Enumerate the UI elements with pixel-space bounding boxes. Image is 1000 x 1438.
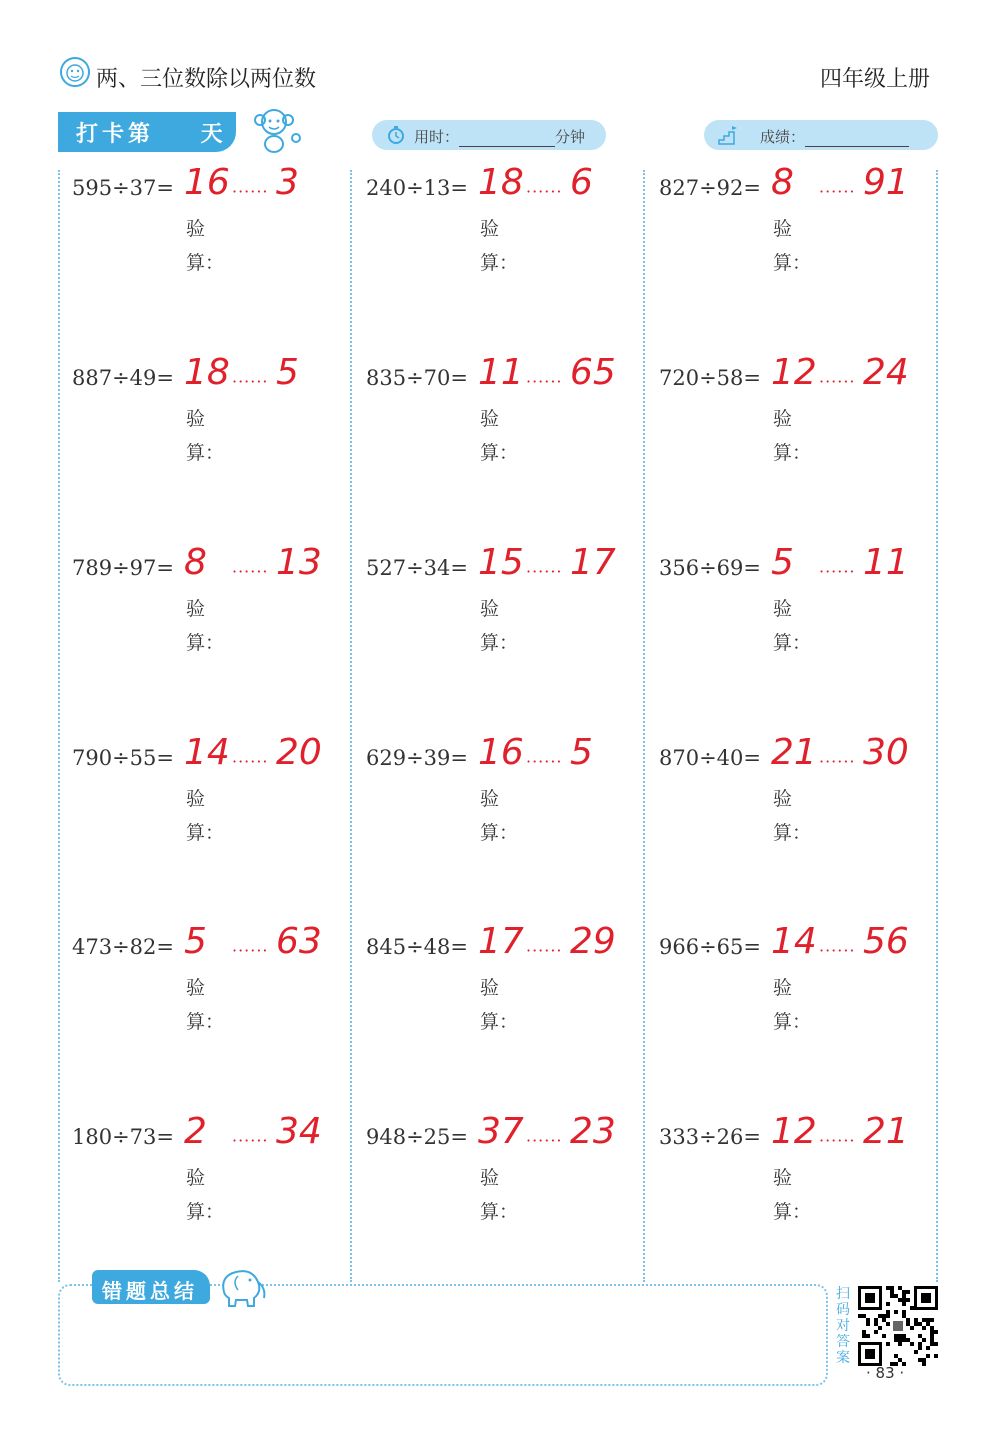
check-label-top: 验 (186, 598, 206, 620)
problem-item (72, 1111, 352, 1245)
equation: 720÷58= (659, 366, 761, 390)
remainder-dots: ······ (819, 372, 856, 391)
remainder-dots: ······ (232, 1131, 269, 1150)
remainder-dots: ······ (526, 1131, 563, 1150)
check-label-top: 验 (773, 408, 793, 430)
check-label-bottom: 算： (186, 632, 225, 654)
problem-item (366, 542, 646, 676)
lion-logo-icon (58, 56, 92, 90)
answer-remainder[interactable]: 3 (276, 162, 299, 203)
answer-remainder[interactable]: 29 (570, 921, 616, 962)
check-label-top: 验 (186, 408, 206, 430)
answer-remainder[interactable]: 17 (570, 542, 616, 583)
equation: 948÷25= (366, 1125, 468, 1149)
time-unit: 分钟 (555, 128, 586, 146)
check-label-top: 验 (773, 788, 793, 810)
check-label-top: 验 (186, 1167, 206, 1189)
answer-remainder[interactable]: 30 (863, 732, 909, 773)
problem-item (366, 732, 646, 866)
score-input[interactable] (805, 130, 909, 147)
check-label-bottom: 算： (773, 252, 812, 274)
answer-remainder[interactable]: 34 (276, 1111, 322, 1152)
check-label-top: 验 (186, 788, 206, 810)
problem-item (659, 352, 939, 486)
equation: 473÷82= (72, 935, 174, 959)
problem-item (659, 732, 939, 866)
remainder-dots: ······ (526, 182, 563, 201)
summary-label: 错题总结 (102, 1279, 198, 1303)
remainder-dots: ······ (526, 941, 563, 960)
answer-remainder[interactable]: 56 (863, 921, 909, 962)
answer-remainder[interactable]: 5 (570, 732, 593, 773)
remainder-dots: ······ (232, 562, 269, 581)
answer-quotient[interactable]: 11 (478, 352, 524, 393)
problem-item (72, 921, 352, 1055)
answer-remainder[interactable]: 6 (570, 162, 593, 203)
check-label-bottom: 算： (773, 442, 812, 464)
grade-label: 四年级上册 (819, 67, 930, 92)
answer-quotient[interactable]: 21 (771, 732, 817, 773)
equation: 789÷97= (72, 556, 174, 580)
remainder-dots: ······ (819, 752, 856, 771)
check-label-top: 验 (480, 1167, 500, 1189)
column-divider (350, 170, 352, 1282)
check-label-bottom: 算： (480, 632, 519, 654)
remainder-dots: ······ (526, 752, 563, 771)
check-label-top: 验 (480, 598, 500, 620)
answer-remainder[interactable]: 11 (863, 542, 909, 583)
time-field (372, 120, 606, 150)
answer-quotient[interactable]: 5 (184, 921, 207, 962)
remainder-dots: ······ (819, 182, 856, 201)
check-label-bottom: 算： (186, 252, 225, 274)
check-label-bottom: 算： (186, 822, 225, 844)
check-label-top: 验 (480, 218, 500, 240)
problem-item (366, 1111, 646, 1245)
problem-item (72, 542, 352, 676)
check-label-bottom: 算： (773, 632, 812, 654)
answer-quotient[interactable]: 16 (184, 162, 230, 203)
clock-icon (386, 125, 406, 145)
equation: 629÷39= (366, 746, 468, 770)
answer-remainder[interactable]: 91 (863, 162, 909, 203)
check-label-top: 验 (480, 408, 500, 430)
check-label-bottom: 算： (480, 442, 519, 464)
check-label-bottom: 算： (480, 1011, 519, 1033)
remainder-dots: ······ (232, 752, 269, 771)
answer-quotient[interactable]: 14 (771, 921, 817, 962)
checkin-banner (58, 112, 236, 152)
check-label-bottom: 算： (186, 1201, 225, 1223)
answer-quotient[interactable]: 12 (771, 352, 817, 393)
answer-quotient[interactable]: 16 (478, 732, 524, 773)
check-label-bottom: 算： (186, 1011, 225, 1033)
equation: 356÷69= (659, 556, 761, 580)
qr-code-icon[interactable] (858, 1286, 938, 1366)
equation: 966÷65= (659, 935, 761, 959)
check-label-top: 验 (480, 977, 500, 999)
problem-item (72, 162, 352, 296)
column-divider (643, 170, 645, 1282)
check-label-top: 验 (773, 977, 793, 999)
remainder-dots: ······ (232, 941, 269, 960)
problem-item (659, 921, 939, 1055)
answer-quotient[interactable]: 2 (184, 1111, 207, 1152)
answer-quotient[interactable]: 8 (184, 542, 207, 583)
equation: 827÷92= (659, 176, 761, 200)
answer-remainder[interactable]: 24 (863, 352, 909, 393)
problem-item (366, 162, 646, 296)
equation: 240÷13= (366, 176, 468, 200)
qr-label: 扫码对答案 (836, 1286, 850, 1366)
answer-quotient[interactable]: 37 (478, 1111, 524, 1152)
equation: 870÷40= (659, 746, 761, 770)
answer-quotient[interactable]: 12 (771, 1111, 817, 1152)
remainder-dots: ······ (819, 1131, 856, 1150)
remainder-dots: ······ (819, 941, 856, 960)
score-field (704, 120, 938, 150)
equation: 333÷26= (659, 1125, 761, 1149)
page-title: 两、三位数除以两位数 (96, 67, 317, 92)
check-label-top: 验 (480, 788, 500, 810)
problem-item (72, 352, 352, 486)
check-label-top: 验 (186, 218, 206, 240)
check-label-top: 验 (773, 218, 793, 240)
check-label-bottom: 算： (773, 1201, 812, 1223)
answer-quotient[interactable]: 14 (184, 732, 230, 773)
checkin-label: 打卡第 天 (76, 122, 227, 147)
column-divider (58, 170, 60, 1282)
check-label-top: 验 (186, 977, 206, 999)
equation: 835÷70= (366, 366, 468, 390)
elephant-mascot-icon (214, 1262, 268, 1308)
check-label-top: 验 (773, 598, 793, 620)
answer-remainder[interactable]: 5 (276, 352, 299, 393)
equation: 887÷49= (72, 366, 174, 390)
time-input[interactable] (459, 130, 555, 147)
problem-item (366, 352, 646, 486)
column-divider (936, 170, 938, 1282)
equation: 790÷55= (72, 746, 174, 770)
answer-remainder[interactable]: 20 (276, 732, 322, 773)
remainder-dots: ······ (232, 372, 269, 391)
remainder-dots: ······ (526, 372, 563, 391)
answer-quotient[interactable]: 18 (184, 352, 230, 393)
answer-remainder[interactable]: 65 (570, 352, 616, 393)
summary-tag (92, 1270, 210, 1304)
check-label-bottom: 算： (480, 1201, 519, 1223)
time-label: 用时： (414, 128, 460, 146)
answer-remainder[interactable]: 21 (863, 1111, 909, 1152)
page-number: · 83 · (866, 1364, 905, 1382)
problem-item (366, 921, 646, 1055)
answer-quotient[interactable]: 8 (771, 162, 794, 203)
answer-quotient[interactable]: 18 (478, 162, 524, 203)
equation: 180÷73= (72, 1125, 174, 1149)
answer-quotient[interactable]: 15 (478, 542, 524, 583)
check-label-bottom: 算： (773, 1011, 812, 1033)
problem-item (659, 1111, 939, 1245)
problem-item (659, 162, 939, 296)
check-label-bottom: 算： (773, 822, 812, 844)
answer-remainder[interactable]: 23 (570, 1111, 616, 1152)
answer-quotient[interactable]: 5 (771, 542, 794, 583)
problem-item (659, 542, 939, 676)
stairs-flag-icon (718, 125, 738, 145)
monkey-mascot-icon (248, 104, 304, 156)
equation: 527÷34= (366, 556, 468, 580)
remainder-dots: ······ (232, 182, 269, 201)
problem-item (72, 732, 352, 866)
check-label-bottom: 算： (480, 822, 519, 844)
check-label-bottom: 算： (480, 252, 519, 274)
remainder-dots: ······ (819, 562, 856, 581)
page-header (58, 50, 938, 110)
check-label-bottom: 算： (186, 442, 225, 464)
answer-quotient[interactable]: 17 (478, 921, 524, 962)
equation: 845÷48= (366, 935, 468, 959)
score-label: 成绩： (760, 128, 806, 146)
remainder-dots: ······ (526, 562, 563, 581)
answer-remainder[interactable]: 63 (276, 921, 322, 962)
equation: 595÷37= (72, 176, 174, 200)
answer-remainder[interactable]: 13 (276, 542, 322, 583)
check-label-top: 验 (773, 1167, 793, 1189)
